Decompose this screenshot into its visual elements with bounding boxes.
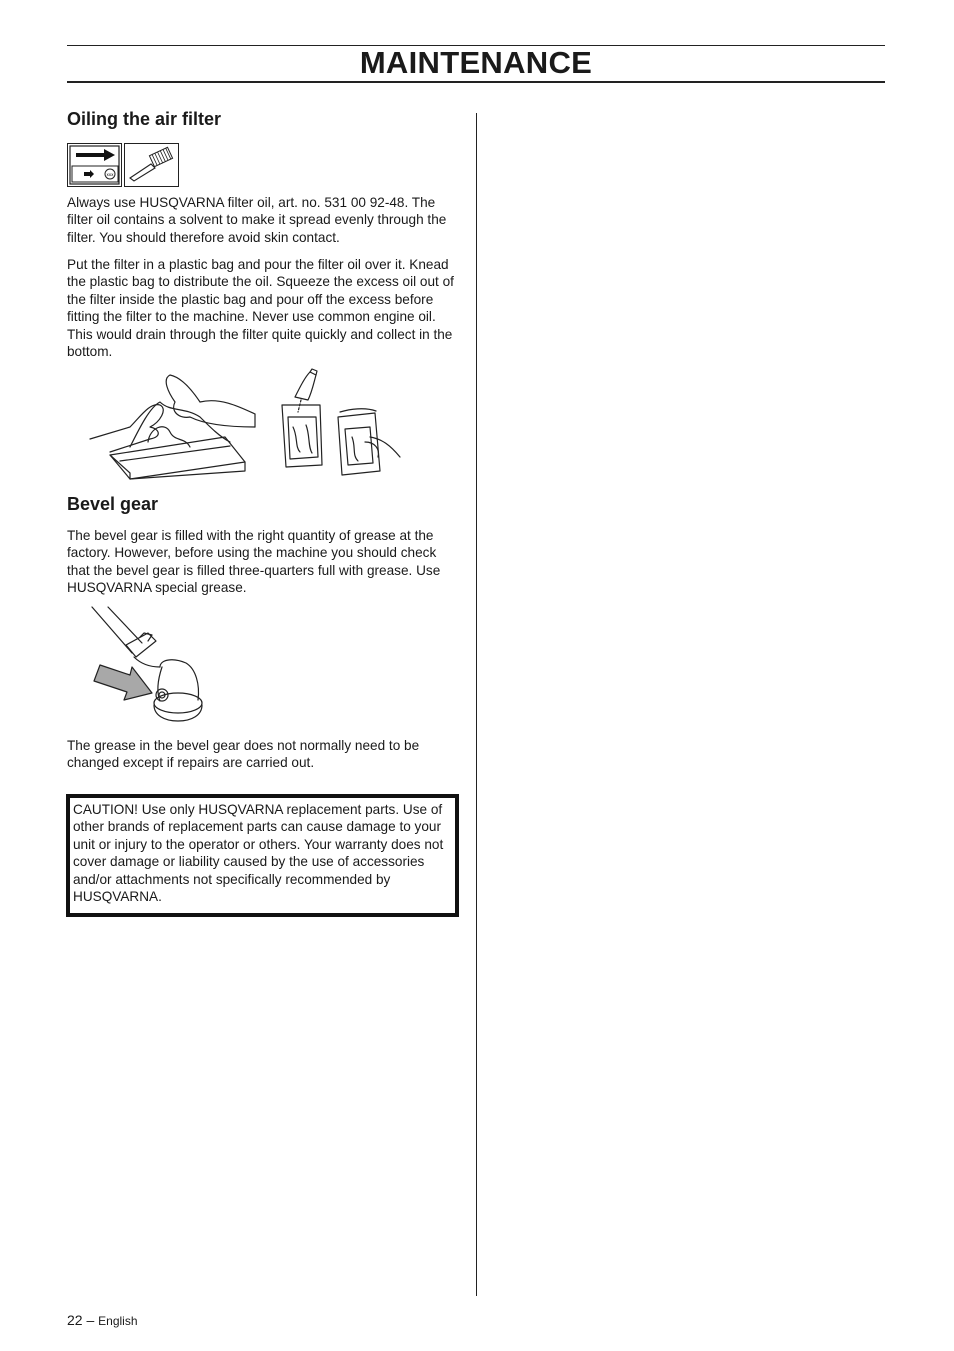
air-filter-paragraph-2: Put the filter in a plastic bag and pour the filter oil over it. Knead the plastic bag to distribute the oil. Squeeze the excess oil out of the filter inside the plastic bag and pour off the excess before fitting the filter to the machine. Never use common engine oil. This would drain through the filter quite quickly and collect in the bottom. [67,257,454,360]
bevel-gear-illustration [90,605,210,725]
air-filter-paragraph-1: Always use HUSQVARNA filter oil, art. no. 531 00 92-48. The filter oil contains a solvent to make it spread evenly through the filter. You should therefore avoid skin contact. [67,195,447,245]
caution-box [66,794,459,917]
maintenance-arrow-icon [67,143,122,187]
page-title: MAINTENANCE [359,45,593,80]
footer-language: English [98,1314,138,1328]
column-divider [476,113,477,1296]
bevel-gear-paragraph-2: The grease in the bevel gear does not normally need to be changed except if repairs are carried out. [67,738,420,771]
header-bottom-rule [67,81,885,83]
bevel-gear-paragraph-1: The bevel gear is filled with the right quantity of grease at the factory. However, before using the machine you should check that the bevel gear is filled three-quarters full with grease. Use HUSQVARNA special grease. [67,528,441,596]
svg-text:xxx: xxx [106,172,114,177]
brush-icon [124,143,179,187]
page-number: 22 – [67,1312,95,1328]
section-heading-air-filter: Oiling the air filter [67,109,222,129]
filter-oiling-illustration [90,367,410,482]
section-heading-bevel-gear: Bevel gear [67,494,159,514]
caution-text: CAUTION! Use only HUSQVARNA replacement parts. Use of other brands of replacement parts can cause damage to your unit or injury to the operator or others. Your warranty does not cover damage or liability caused by the use of accessories and/or attachments not specifically recommended by HUSQVARNA. [73,802,444,905]
page-footer [67,1311,138,1330]
